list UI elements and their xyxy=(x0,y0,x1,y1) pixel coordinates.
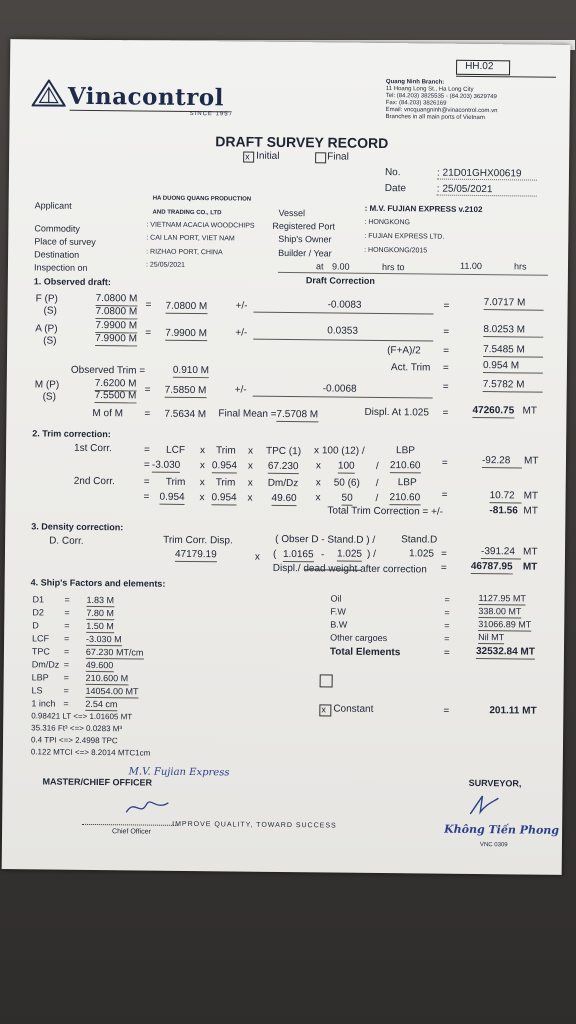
factor-label: D2 xyxy=(32,607,44,618)
eq-sign: = xyxy=(440,562,447,574)
surveyor-code: VNC 0309 xyxy=(479,842,508,849)
vessel-stamp: M.V. Fujian Express xyxy=(128,766,230,779)
factor-label: 1 inch xyxy=(31,698,56,709)
to-value: 11.00 xyxy=(459,260,482,272)
factor-value: 2.54 cm xyxy=(85,698,118,710)
page-title: DRAFT SURVEY RECORD xyxy=(215,133,389,152)
element-label: B.W xyxy=(330,619,348,630)
density-corr-label: D. Corr. xyxy=(49,535,84,547)
element-value: 1127.95 MT xyxy=(478,593,526,604)
second-corr-result: 10.72 xyxy=(490,490,522,503)
factor-value: 14054.00 MT xyxy=(85,685,139,697)
eq-sign: = xyxy=(64,607,70,618)
eq-sign: = xyxy=(441,489,448,501)
eq-sign: = xyxy=(145,299,152,311)
act-trim-label: Act. Trim xyxy=(390,362,431,374)
ms-value: 7.5500 M xyxy=(94,389,137,402)
ms-label: (S) xyxy=(42,391,57,403)
section3-heading: 3. Density correction: xyxy=(31,521,124,533)
element-label: F.W xyxy=(330,606,346,617)
final-checkbox[interactable] xyxy=(315,152,326,163)
constant-checkbox[interactable] xyxy=(319,704,331,716)
destination-label: Destination xyxy=(34,249,80,260)
factor-value: 67.230 MT/cm xyxy=(85,646,144,658)
eq-sign: = xyxy=(145,327,152,339)
chief-officer-label: Chief Officer xyxy=(112,828,151,836)
r1a-5: x 100 (12) / xyxy=(314,445,365,457)
eq-sign: = xyxy=(143,476,150,488)
at-value: 9.00 xyxy=(331,261,350,272)
mp-value: 7.6200 M xyxy=(94,377,137,390)
eq-sign: = xyxy=(443,326,450,338)
element-label: Other cargoes xyxy=(330,632,388,644)
applicant-label: Applicant xyxy=(34,200,72,211)
r2b-7: / xyxy=(375,492,379,504)
r1a-6: LBP xyxy=(396,445,416,457)
r2b-4: 49.60 xyxy=(271,492,297,505)
a-correction: 0.0353 xyxy=(327,325,358,337)
eq-sign: = xyxy=(63,646,70,657)
r2b-5: x xyxy=(315,492,321,504)
trim-corr-disp-label: Trim Corr. Disp. xyxy=(163,534,233,547)
factor-label: D1 xyxy=(32,594,45,605)
times-sign: x xyxy=(254,551,261,563)
brand-since: SINCE 1957 xyxy=(189,110,233,118)
density-paren: ( xyxy=(272,548,277,560)
element-value: Nil MT xyxy=(478,632,505,643)
eq-sign: = xyxy=(144,408,151,420)
signature-line xyxy=(82,824,178,826)
eq-sign: = xyxy=(440,548,447,560)
vessel-value: : M.V. FUJIAN EXPRESS v.2102 xyxy=(364,203,483,215)
r1a-0: LCF xyxy=(166,444,186,456)
r1a-4: TPC (1) xyxy=(266,445,302,458)
registered-port-value: : HONGKONG xyxy=(364,218,411,227)
eq-sign: = xyxy=(444,620,450,631)
applicant-line1: HA DUONG QUANG PRODUCTION xyxy=(152,195,252,203)
builder-value: : HONGKONG/2015 xyxy=(364,246,428,255)
inspection-label: Inspection on xyxy=(33,262,88,273)
hrs-to-label: hrs to xyxy=(381,261,405,273)
constant-label: Constant xyxy=(333,703,374,715)
surveyor-label: SURVEYOR, xyxy=(468,777,522,789)
factor-label: D xyxy=(32,620,39,631)
eq-sign: = xyxy=(143,491,150,503)
no-value: : 21D01GHX00619 xyxy=(436,167,522,180)
conversion-line: 35.316 Ft³ <=> 0.0283 M³ xyxy=(31,723,123,734)
eq-sign: = xyxy=(444,607,450,618)
r2a-6: 50 (6) xyxy=(333,477,360,489)
r2a-8: LBP xyxy=(397,477,417,489)
f-result: 7.0717 M xyxy=(484,297,544,311)
r2b-2: 0.954 xyxy=(211,492,237,504)
second-corr-label: 2nd Corr. xyxy=(73,475,115,488)
mom-label: M of M xyxy=(92,407,124,420)
plus-minus: +/- xyxy=(235,300,248,312)
a-rule xyxy=(253,339,433,342)
plus-minus: +/- xyxy=(234,384,247,396)
builder-label: Builder / Year xyxy=(278,247,332,259)
r1b-5: x xyxy=(315,460,321,472)
surveyor-name: Không Tiến Phong xyxy=(444,822,560,837)
total-elements-label: Total Elements xyxy=(329,646,401,659)
factor-value: -3.030 M xyxy=(86,633,122,645)
density-formula-top: ( Obser D - Stand.D ) / xyxy=(275,533,376,546)
as-value: 7.9900 M xyxy=(95,332,137,345)
date-value: : 25/05/2021 xyxy=(436,183,493,196)
trim-corr-disp-value: 47179.19 xyxy=(174,548,217,561)
f-mean: 7.0800 M xyxy=(165,300,208,313)
form-code: HH.02 xyxy=(465,60,494,73)
eq-sign: = xyxy=(443,300,450,312)
r2b-0: 0.954 xyxy=(159,491,185,503)
r1b-8: 210.60 xyxy=(389,460,421,472)
mom-value: 7.5634 M xyxy=(164,408,207,421)
hrs-label: hrs xyxy=(513,261,527,272)
owner-label: Ship's Owner xyxy=(278,233,332,245)
form-code-box xyxy=(456,60,510,76)
mt-unit: MT xyxy=(522,561,538,573)
header-rule xyxy=(456,76,556,78)
slogan: IMPROVE QUALITY, TOWARD SUCCESS xyxy=(172,820,337,830)
r1a-3: x xyxy=(248,445,254,457)
factor-value: 7.80 M xyxy=(86,607,114,619)
r1b-0: -3.030 xyxy=(151,459,181,471)
eq-sign: = xyxy=(442,381,449,393)
eq-sign: = xyxy=(443,647,450,659)
branch-line: Quang Ninh Branch: xyxy=(385,79,445,86)
place-label: Place of survey xyxy=(34,236,96,247)
eq-sign: = xyxy=(63,698,69,709)
r2a-7: / xyxy=(375,477,379,489)
eq-sign: = xyxy=(442,407,449,419)
total-elements-value: 32532.84 MT xyxy=(475,646,535,658)
r2b-8: 210.60 xyxy=(389,492,421,504)
eq-sign: = xyxy=(442,362,449,374)
f-rule xyxy=(254,312,434,315)
first-corr-label: 1st Corr. xyxy=(74,442,112,455)
no-rule xyxy=(437,179,537,181)
element-value: 338.00 MT xyxy=(478,606,522,617)
f-correction: -0.0083 xyxy=(327,299,362,311)
first-corr-result: -92.28 xyxy=(482,455,522,468)
section4-heading: 4. Ship's Factors and elements: xyxy=(30,577,166,589)
density-paren-close: ) / xyxy=(366,548,376,560)
final-label: Final xyxy=(327,151,349,163)
brand-name: Vinacontrol xyxy=(67,82,225,112)
eq-sign: = xyxy=(143,459,150,471)
r2b-6: 50 xyxy=(341,492,353,504)
stand-d-label: Stand.D xyxy=(401,534,438,546)
blank-checkbox[interactable] xyxy=(320,674,333,687)
eq-sign: = xyxy=(441,457,448,469)
fs-value: 7.0800 M xyxy=(95,305,138,318)
date-rule xyxy=(437,195,537,197)
plus-minus: +/- xyxy=(235,327,248,339)
r2a-2: Trim xyxy=(215,477,236,489)
m-result: 7.5782 M xyxy=(483,379,543,393)
r1b-2: 0.954 xyxy=(211,460,237,472)
a-mean: 7.9900 M xyxy=(165,327,208,340)
ap-value: 7.9900 M xyxy=(95,319,138,332)
factor-value: 1.83 M xyxy=(86,594,115,606)
as-label: (S) xyxy=(43,335,57,347)
eq-sign: = xyxy=(144,444,150,456)
minus-sign: - xyxy=(320,549,325,561)
no-label: No. xyxy=(384,167,401,179)
ap-label: A (P) xyxy=(35,323,58,335)
place-value: : CAI LAN PORT, VIET NAM xyxy=(146,234,235,243)
mt-unit: MT xyxy=(523,490,539,502)
final-mean-value: 7.5708 M xyxy=(276,408,319,421)
eq-sign: = xyxy=(64,620,70,631)
eq-sign: = xyxy=(144,384,151,396)
master-label: MASTER/CHIEF OFFICER xyxy=(42,776,153,788)
mt-unit: MT xyxy=(522,405,538,417)
eq-sign: = xyxy=(63,672,69,683)
eq-sign: = xyxy=(443,345,450,357)
mp-label: M (P) xyxy=(34,379,60,391)
stand-d-divisor: 1.025 xyxy=(408,548,435,560)
element-value: 31066.89 MT xyxy=(478,619,532,630)
factor-label: TPC xyxy=(31,646,51,657)
fp-label: F (P) xyxy=(35,293,58,305)
branch-line: Email: vncquangninh@vinacontrol.com.vn xyxy=(385,107,498,115)
fa2-value: 7.5485 M xyxy=(483,344,543,358)
fp-value: 7.0800 M xyxy=(95,292,138,305)
m-correction: -0.0068 xyxy=(322,383,357,395)
after-correction-label: Displ./ dead weight after correction xyxy=(272,562,427,576)
r1a-2: Trim xyxy=(216,445,236,457)
r1b-7: / xyxy=(375,460,379,472)
observed-trim-value: 0.910 M xyxy=(172,364,210,377)
commodity-label: Commodity xyxy=(34,223,80,234)
branch-line: Fax: (84.203) 3826169 xyxy=(385,100,447,107)
final-mean-label: Final Mean = xyxy=(218,408,277,420)
eq-sign: = xyxy=(444,594,450,605)
eq-sign: = xyxy=(444,633,450,644)
factor-label: LBP xyxy=(31,672,49,683)
a-result: 8.0253 M xyxy=(483,324,543,338)
r2a-1: x xyxy=(199,477,205,489)
conversion-line: 0.4 TPI <=> 2.4998 TPC xyxy=(30,735,118,746)
surveyor-signature-icon xyxy=(464,790,504,820)
factor-label: LS xyxy=(31,685,43,696)
conversion-line: 0.122 MTCI <=> 8.2014 MTC1cm xyxy=(30,747,151,758)
density-corr-result: -391.24 xyxy=(481,546,521,559)
eq-sign: = xyxy=(64,633,70,644)
element-label: Oil xyxy=(330,593,342,604)
r2b-1: x xyxy=(199,492,205,504)
r1a-1: x xyxy=(200,445,206,457)
owner-value: : FUJIAN EXPRESS LTD. xyxy=(364,232,445,241)
inspection-value: : 25/05/2021 xyxy=(145,261,185,269)
stand-d-value: 1.025 xyxy=(336,548,363,560)
vessel-label: Vessel xyxy=(278,207,306,219)
applicant-line2: AND TRADING CO., LTD xyxy=(152,209,222,217)
m-rule xyxy=(253,396,433,399)
document-page xyxy=(2,39,571,875)
draft-correction-label: Draft Correction xyxy=(305,275,375,286)
eq-sign: = xyxy=(443,705,450,717)
check-mark-icon: x xyxy=(321,704,326,715)
mt-unit: MT xyxy=(523,455,539,467)
factor-label: LCF xyxy=(32,633,50,644)
r1b-4: 67.230 xyxy=(267,460,299,473)
displ-value: 47260.75 xyxy=(472,404,515,417)
branch-line: Branches in all main ports of Vietnam xyxy=(385,114,485,122)
fs-label: (S) xyxy=(43,305,57,317)
factor-label: Dm/Dz xyxy=(31,659,60,670)
commodity-value: : VIETNAM ACACIA WOODCHIPS xyxy=(146,221,255,230)
fa2-label: (F+A)/2 xyxy=(387,345,421,357)
section2-heading: 2. Trim correction: xyxy=(32,428,111,440)
initial-checkbox[interactable] xyxy=(243,152,254,163)
date-label: Date xyxy=(384,183,406,195)
r2b-3: x xyxy=(247,492,253,504)
factor-value: 1.50 M xyxy=(86,620,114,632)
initial-label: Initial xyxy=(256,150,280,162)
total-trim-label: Total Trim Correction = +/- xyxy=(327,505,444,518)
mt-unit: MT xyxy=(522,546,538,558)
section1-heading: 1. Observed draft: xyxy=(33,276,111,288)
r1b-3: x xyxy=(247,460,253,472)
total-trim-value: -81.56 xyxy=(489,505,518,517)
r1b-1: x xyxy=(199,460,205,472)
vinacontrol-logo-icon xyxy=(32,79,66,107)
r1b-6: 100 xyxy=(337,460,355,472)
r2a-5: x xyxy=(315,477,321,489)
act-trim-value: 0.954 M xyxy=(483,360,543,374)
factor-value: 49.600 xyxy=(85,659,114,671)
branch-line: 11 Hoang Long St., Ha Long City xyxy=(385,86,474,93)
displ-label: Displ. At 1.025 xyxy=(364,406,430,419)
obser-d-value: 1.0165 xyxy=(282,548,314,561)
eq-sign: = xyxy=(64,594,70,605)
eq-sign: = xyxy=(63,659,70,670)
observed-trim-label: Observed Trim = xyxy=(70,364,146,377)
destination-value: : RIZHAO PORT, CHINA xyxy=(146,248,223,257)
at-label: at xyxy=(315,261,324,272)
eq-sign: = xyxy=(63,685,69,696)
check-mark-icon: x xyxy=(245,151,250,162)
r2a-3: x xyxy=(247,477,253,489)
master-signature-icon xyxy=(122,790,172,821)
conversion-line: 0.98421 LT <=> 1.01605 MT xyxy=(31,711,133,722)
branch-line: Tel: (84.203) 3825535 - (84.203) 3629749 xyxy=(385,93,497,101)
r2a-0: Trim xyxy=(165,476,186,488)
constant-value: 201.11 MT xyxy=(489,705,537,717)
factor-value: 210.600 M xyxy=(85,672,129,684)
r2a-4: Dm/Dz xyxy=(267,477,299,490)
after-correction-value: 46787.95 xyxy=(470,560,513,573)
registered-port-label: Registered Port xyxy=(272,220,336,232)
m-mean: 7.5850 M xyxy=(164,384,207,397)
mt-unit: MT xyxy=(523,505,538,517)
